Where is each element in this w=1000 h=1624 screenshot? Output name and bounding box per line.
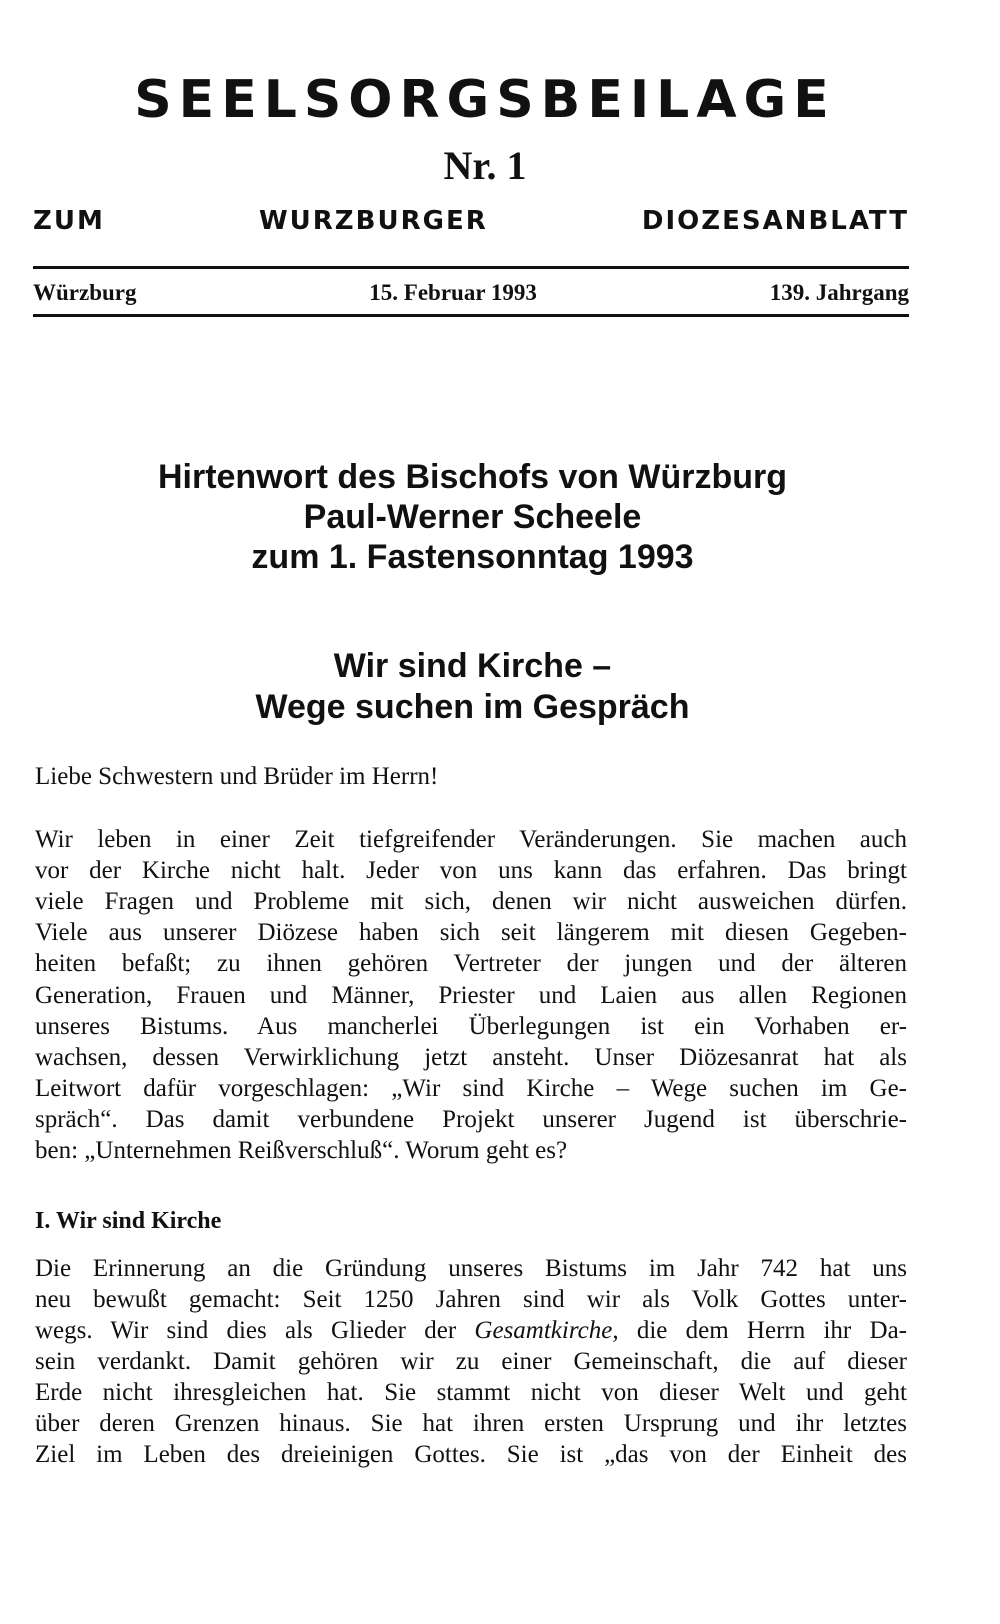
salutation: Liebe Schwestern und Brüder im Herrn!: [35, 763, 439, 790]
text-line: Viele aus unserer Diözese haben sich seit längerem mit diesen Gegeben-: [35, 919, 907, 947]
text-line: Ziel im Leben des dreieinigen Gottes. Sie ist „das von der Einheit des: [35, 1441, 907, 1468]
text-line: Leitwort dafür vorgeschlagen: „Wir sind Kirche – Wege suchen im Ge-: [35, 1074, 907, 1102]
text-line: viele Fragen und Probleme mit sich, denen wir nicht ausweichen dürfen.: [35, 888, 907, 916]
text-line: [35, 1316, 907, 1346]
masthead-title: SEELSORGSBEILAGE: [134, 70, 836, 130]
text-line: sein verdankt. Damit gehören wir zu einer Gemeinschaft, die auf dieser: [35, 1348, 907, 1375]
text-line: wachsen, dessen Verwirklichung jetzt ansteht. Unser Diözesanrat hat als: [35, 1043, 907, 1071]
subheading-line: Wege suchen im Gespräch: [255, 688, 690, 726]
text: die dem Herrn ihr Da-: [618, 1317, 907, 1344]
top-rule: [33, 266, 909, 269]
heading-line: zum 1. Fastensonntag 1993: [251, 538, 694, 576]
text: wegs. Wir sind dies als Glieder der: [35, 1317, 475, 1344]
text-line: Erde nicht ihresgleichen hat. Sie stammt nicht von dieser Welt und geht: [35, 1379, 907, 1406]
heading-line: Paul-Werner Scheele: [303, 498, 642, 536]
text-line: Generation, Frauen und Männer, Priester und Laien aus allen Regionen: [35, 981, 907, 1009]
text-line: Wir leben in einer Zeit tiefgreifender Veränderungen. Sie machen auch: [35, 826, 907, 853]
place: Würzburg: [33, 280, 137, 305]
section-title: I. Wir sind Kirche: [35, 1208, 222, 1234]
bottom-rule: [33, 314, 909, 317]
text-line: spräch“. Das damit verbundene Projekt unserer Jugend ist überschrie-: [35, 1105, 907, 1133]
heading-line: Hirtenwort des Bischofs von Würzburg: [157, 458, 788, 496]
issue-number: Nr. 1: [443, 143, 527, 188]
emphasis: Gesamtkirche,: [474, 1317, 619, 1344]
text-line: heiten befaßt; zu ihnen gehören Vertreter der jungen und der älteren: [35, 950, 907, 978]
date: 15. Februar 1993: [369, 280, 537, 305]
issue-info: [33, 280, 909, 306]
masthead-subtitle: ZUM WURZBURGER DIOZESANBLATT: [33, 206, 909, 236]
subheading-line: Wir sind Kirche –: [333, 647, 612, 685]
text-line: vor der Kirche nicht halt. Jeder von uns kann das erfahren. Das bringt: [35, 857, 907, 885]
text-line: unseres Bistums. Aus mancherlei Überlegungen ist ein Vorhaben er-: [35, 1012, 907, 1040]
text-line: Die Erinnerung an die Gründung unseres Bistums im Jahr 742 hat uns: [35, 1255, 907, 1282]
text-line: über deren Grenzen hinaus. Sie hat ihren ersten Ursprung und ihr letztes: [35, 1410, 907, 1437]
text-line: neu bewußt gemacht: Seit 1250 Jahren sind wir als Volk Gottes unter-: [35, 1286, 907, 1313]
text-line: ben: „Unternehmen Reißverschluß“. Worum geht es?: [35, 1137, 568, 1164]
volume: 139. Jahrgang: [769, 280, 909, 305]
